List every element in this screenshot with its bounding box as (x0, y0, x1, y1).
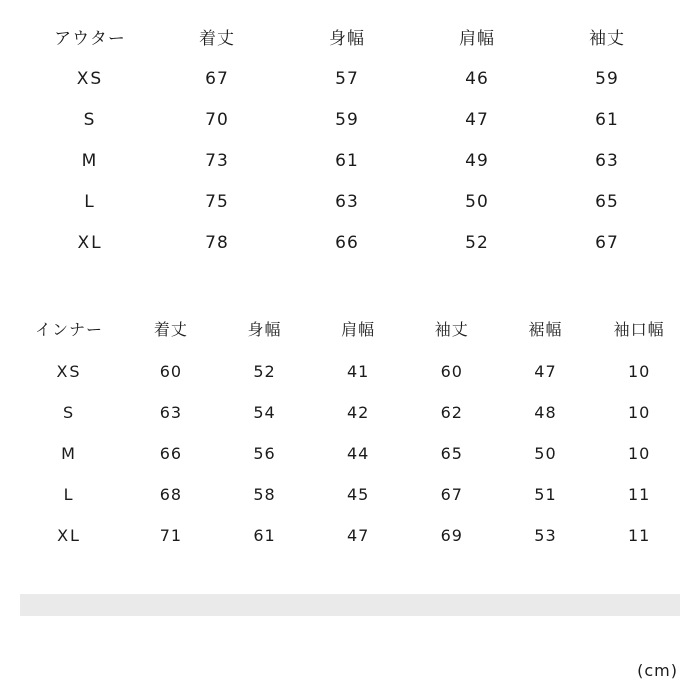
cell-value: 63 (595, 150, 619, 171)
cell-value: 41 (346, 362, 370, 381)
row-label-size: XS (76, 68, 104, 89)
cell-value: 53 (534, 526, 557, 545)
cell-value: 58 (253, 485, 276, 504)
cell-value: 42 (346, 403, 370, 422)
cell-value: 69 (440, 526, 463, 545)
cell-value: 52 (465, 232, 489, 253)
column-header-shoulder-width: 肩幅 (459, 28, 495, 49)
column-header-sleeve-length: 袖丈 (589, 28, 625, 49)
column-header-cuff-width: 袖口幅 (613, 320, 665, 339)
cell-value: 54 (253, 403, 276, 422)
inner-size-table (14, 306, 686, 556)
column-header-category: インナー (35, 320, 104, 339)
table-header-row (28, 14, 672, 58)
row-label-size: L (63, 485, 75, 504)
cell-value: 59 (595, 68, 619, 89)
column-header-chest-width: 身幅 (247, 320, 282, 339)
cell-value: 59 (335, 109, 359, 130)
row-label-size: M (61, 444, 77, 463)
unit-note: (cm) (637, 661, 678, 680)
table-row (28, 222, 672, 263)
cell-value: 49 (465, 150, 489, 171)
cell-value: 10 (627, 403, 651, 422)
cell-value: 62 (440, 403, 463, 422)
cell-value: 11 (627, 526, 651, 545)
cell-value: 47 (346, 526, 370, 545)
cell-value: 60 (440, 362, 463, 381)
column-header-shoulder-width: 肩幅 (341, 320, 376, 339)
cell-value: 10 (627, 362, 651, 381)
cell-value: 67 (440, 485, 463, 504)
cell-value: 48 (534, 403, 557, 422)
cell-value: 75 (205, 191, 229, 212)
cell-value: 63 (159, 403, 183, 422)
cell-value: 65 (440, 444, 463, 463)
column-header-length: 着丈 (153, 320, 188, 339)
cell-value: 61 (595, 109, 619, 130)
row-label-size: XS (56, 362, 82, 381)
cell-value: 71 (159, 526, 183, 545)
column-header-length: 着丈 (199, 28, 235, 49)
cell-value: 45 (346, 485, 370, 504)
column-header-category: アウター (54, 28, 126, 49)
cell-value: 66 (335, 232, 359, 253)
cell-value: 78 (205, 232, 229, 253)
cell-value: 73 (205, 150, 229, 171)
table-row (14, 474, 686, 515)
table-row (28, 140, 672, 181)
cell-value: 61 (253, 526, 276, 545)
cell-value: 11 (627, 485, 651, 504)
cell-value: 51 (534, 485, 557, 504)
row-label-size: S (62, 403, 76, 422)
cell-value: 67 (205, 68, 229, 89)
outer-size-table (28, 14, 672, 263)
cell-value: 56 (253, 444, 276, 463)
table-row (28, 181, 672, 222)
table-row (14, 433, 686, 474)
column-header-hem-width: 裾幅 (528, 320, 563, 339)
cell-value: 50 (534, 444, 557, 463)
table-row (14, 392, 686, 433)
row-label-size: XL (57, 526, 81, 545)
cell-value: 44 (346, 444, 370, 463)
cell-value: 68 (159, 485, 183, 504)
cell-value: 61 (335, 150, 359, 171)
row-label-size: XL (77, 232, 103, 253)
cell-value: 60 (159, 362, 183, 381)
row-label-size: M (81, 150, 99, 171)
table-row (28, 58, 672, 99)
cell-value: 47 (534, 362, 557, 381)
cell-value: 66 (159, 444, 183, 463)
cell-value: 52 (253, 362, 276, 381)
row-label-size: L (84, 191, 96, 212)
table-row (28, 99, 672, 140)
column-header-chest-width: 身幅 (329, 28, 365, 49)
column-header-sleeve-length: 袖丈 (434, 320, 469, 339)
divider-band (20, 594, 680, 616)
cell-value: 67 (595, 232, 619, 253)
cell-value: 57 (335, 68, 359, 89)
cell-value: 50 (465, 191, 489, 212)
row-label-size: S (83, 109, 97, 130)
cell-value: 63 (335, 191, 359, 212)
cell-value: 46 (465, 68, 489, 89)
table-row (14, 515, 686, 556)
cell-value: 47 (465, 109, 489, 130)
table-row (14, 351, 686, 392)
cell-value: 70 (205, 109, 229, 130)
cell-value: 65 (595, 191, 619, 212)
table-header-row (14, 306, 686, 351)
cell-value: 10 (627, 444, 651, 463)
